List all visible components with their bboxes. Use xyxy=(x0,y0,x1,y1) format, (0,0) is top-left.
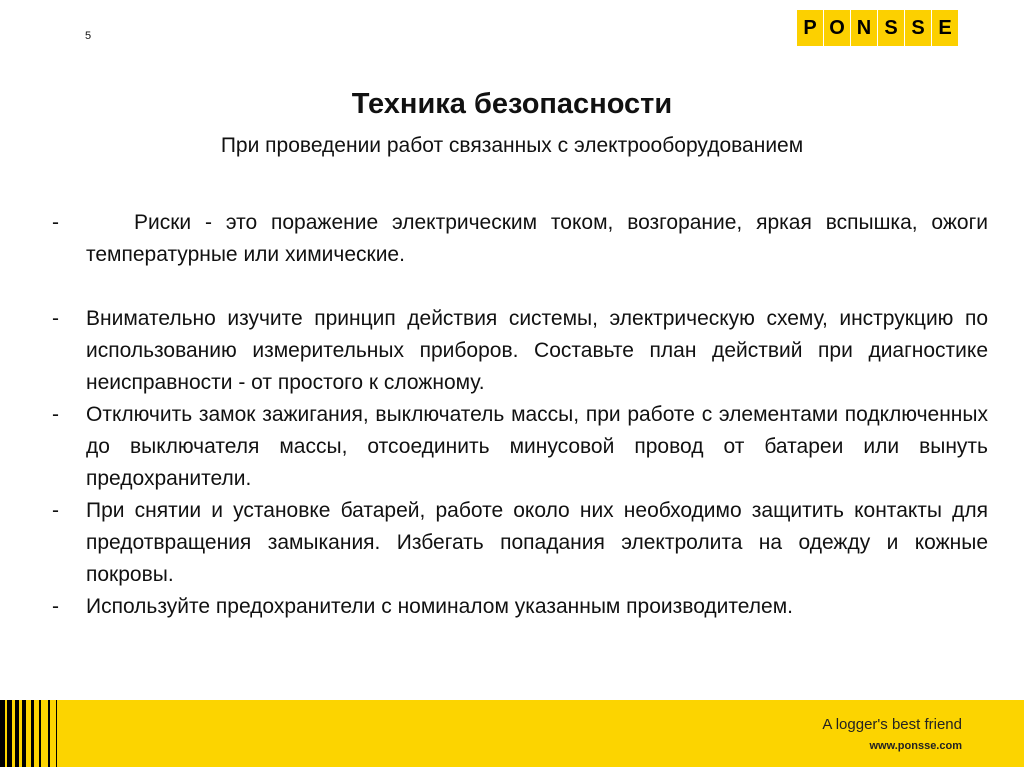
logo-letter: S xyxy=(905,10,931,46)
footer-tagline: A logger's best friend xyxy=(822,716,962,733)
list-item xyxy=(52,495,988,591)
list-item-text: Используйте предохранители с номиналом указанным производителем. xyxy=(86,595,793,618)
logo-letter: E xyxy=(932,10,958,46)
ponsse-logo xyxy=(797,10,958,46)
list-item xyxy=(52,303,988,399)
list-item-text: При снятии и установке батарей, работе около них необходимо защитить контакты для предотвращения замыкания. Избегать попадания электролита на одежду и кожные покровы. xyxy=(86,499,988,586)
stripe-decoration xyxy=(15,700,19,767)
stripe-decoration xyxy=(48,700,50,767)
footer-band xyxy=(0,700,1024,767)
slide-title: Техника безопасности xyxy=(351,88,673,120)
stripe-decoration xyxy=(0,700,5,767)
list-item xyxy=(52,399,988,495)
logo-letter: S xyxy=(878,10,904,46)
list-item-text: Отключить замок зажигания, выключатель массы, при работе с элементами подключенных до выключателя массы, отсоединить минусовой провод от батареи или вынуть предохранители. xyxy=(86,403,988,490)
dash-bullet: - xyxy=(52,595,59,618)
page-number: 5 xyxy=(85,30,92,42)
stripe-decoration xyxy=(56,700,57,767)
logo-letter: P xyxy=(797,10,823,46)
logo-letter: N xyxy=(851,10,877,46)
bullet-list xyxy=(52,207,988,623)
list-item-text: Риски - это поражение электрическим током, возгорание, яркая вспышка, ожоги температурные или химические. xyxy=(86,211,988,266)
stripe-decoration xyxy=(22,700,26,767)
slide-subtitle: При проведении работ связанных с электрооборудованием xyxy=(220,134,804,157)
dash-bullet: - xyxy=(52,499,59,522)
dash-bullet: - xyxy=(52,307,59,330)
dash-bullet: - xyxy=(52,211,59,234)
list-item xyxy=(52,591,988,623)
stripe-decoration xyxy=(31,700,34,767)
logo-letter: O xyxy=(824,10,850,46)
list-item-text: Внимательно изучите принцип действия системы, электрическую схему, инструкцию по использованию измерительных приборов. Составьте план действий при диагностике неисправности - от простого к сложному. xyxy=(86,307,988,394)
stripe-decoration xyxy=(39,700,41,767)
list-item xyxy=(52,207,988,271)
stripe-decoration xyxy=(7,700,12,767)
dash-bullet: - xyxy=(52,403,59,426)
footer-url: www.ponsse.com xyxy=(869,740,962,752)
